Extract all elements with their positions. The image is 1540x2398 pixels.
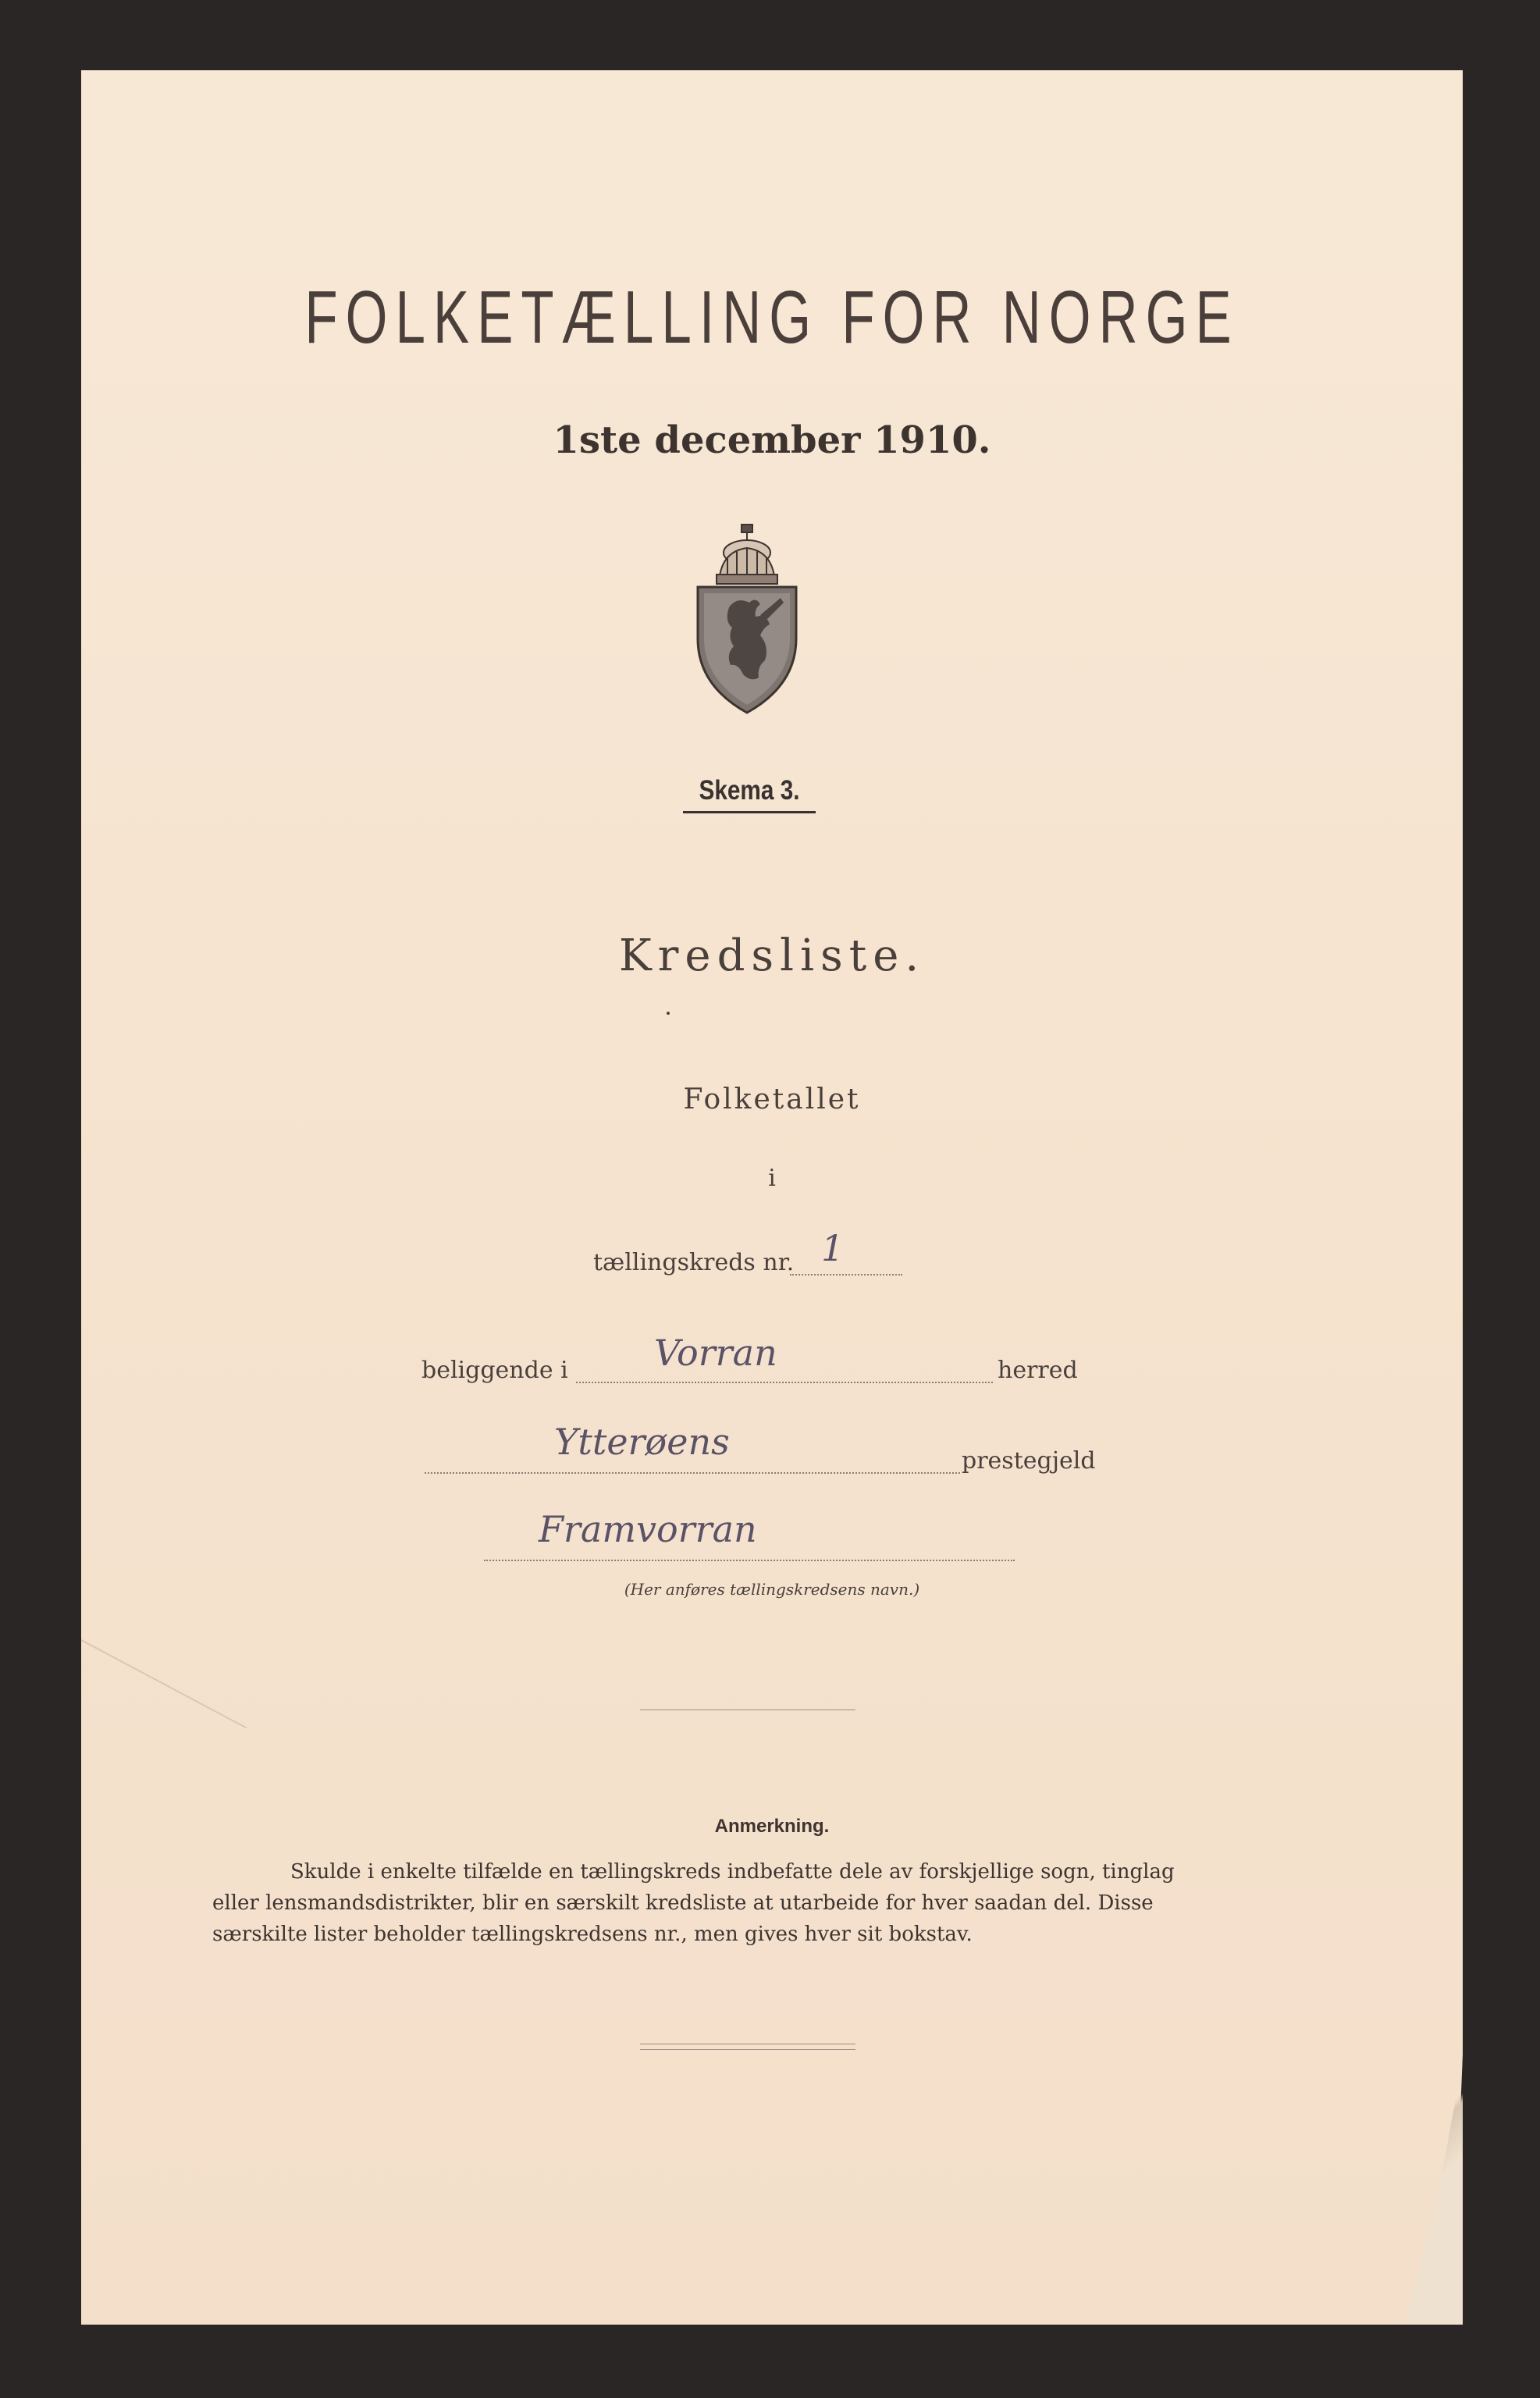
parish-line [425,1471,960,1474]
list-title: Kredsliste. [618,930,926,981]
district-number: 1 [821,1227,845,1269]
district-number-line [790,1272,902,1275]
remark-line-3: særskilte lister beholder tællingskredsens nr., men gives hver sit bokstav. [212,1923,973,1946]
remark-title: Anmerkning. [714,1816,830,1837]
district-name-note: (Her anføres tællingskredsens navn.) [624,1580,920,1599]
remark-line-1 [212,1856,1289,1887]
closing-double-rule [640,2044,855,2050]
census-date: 1ste december 1910. [553,418,991,462]
district-label: tællingskreds nr. [593,1249,795,1276]
census-form-paper [81,70,1463,2325]
prestegjeld-label: prestegjeld [962,1447,1096,1475]
herred-label: herred [998,1357,1078,1384]
norwegian-coat-of-arms-icon [688,521,806,717]
schema-number: Skema 3. [683,775,816,813]
municipality-line [576,1380,993,1383]
district-name-line [484,1558,1015,1561]
remark-body [212,1856,1289,1950]
form-title: FOLKETÆLLING FOR NORGE [304,276,1239,359]
remark-line-1-text: Skulde i enkelte tilfælde en tællingskreds indbefatte dele av forskjellige sogn, tinglag [290,1860,1175,1884]
parish-value: Ytterøens [554,1421,730,1463]
remark-line-2: eller lensmandsdistrikter, blir en særskilt kredsliste at utarbeide for hver saadan del. Disse [212,1891,1154,1915]
in-word: i [768,1165,776,1192]
located-label: beliggende i [421,1357,568,1384]
municipality-value: Vorran [654,1332,777,1374]
population-heading: Folketallet [683,1083,861,1115]
district-name-value: Framvorran [539,1508,757,1550]
ink-dot [667,1012,670,1015]
